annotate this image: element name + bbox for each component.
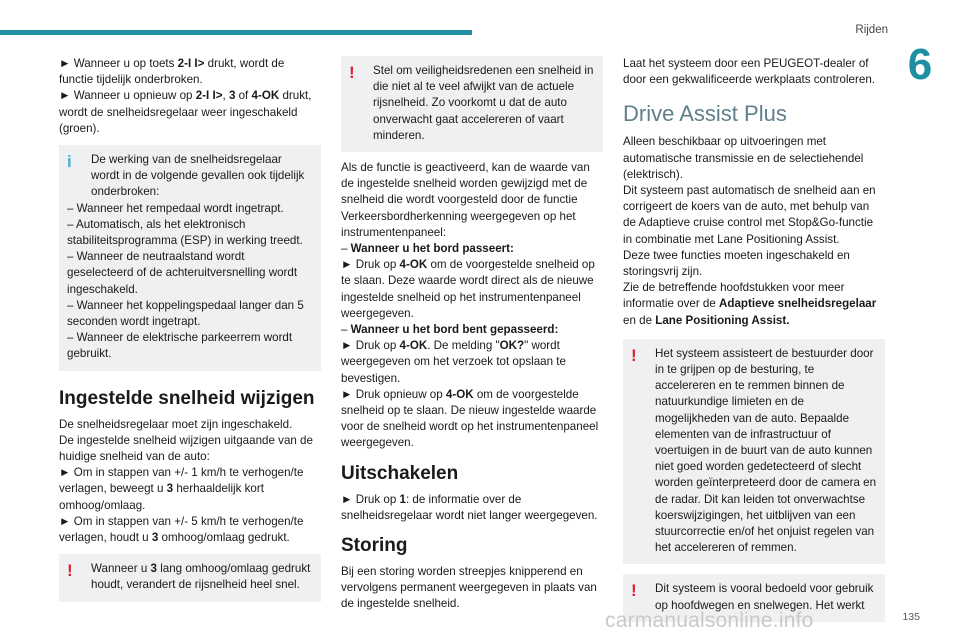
text-run: ► Wanneer u opnieuw op — [59, 89, 196, 103]
section-heading: Ingestelde snelheid wijzigen — [59, 387, 315, 409]
text-run: ► Druk op — [341, 492, 400, 506]
paragraph: De ingestelde snelheid wijzigen uitgaande van de huidige snelheid van de auto: — [59, 433, 313, 464]
paragraph — [59, 465, 321, 514]
text-run: Wanneer u — [91, 562, 151, 576]
list-item: – Automatisch, als het elektronisch stabiliteitsprogramma (ESP) in werking treedt. — [67, 217, 303, 248]
bold-term: 3 — [228, 89, 236, 103]
paragraph — [59, 56, 321, 88]
text-run: ► Wanneer u op toets — [59, 57, 178, 70]
paragraph — [59, 514, 321, 546]
paragraph: Deze twee functies moeten ingeschakeld en storingsvrij zijn. — [623, 248, 850, 279]
bold-term: 2-I I> — [177, 57, 205, 70]
paragraph: Alleen beschikbaar op uitvoeringen met automatische transmissie en de selectiehendel (elektrisch). — [623, 135, 864, 181]
list-item: – Wanneer de elektrische parkeerrem wordt gebruikt. — [67, 331, 293, 361]
info-lead: De werking van de snelheidsregelaar wordt in de volgende gevallen ook tijdelijk onderbroken: — [91, 153, 305, 199]
section-title: Rijden — [855, 24, 888, 36]
bold-term: Lane Positioning Assist. — [655, 313, 790, 327]
warning-box — [623, 339, 885, 565]
warning-box — [59, 554, 321, 601]
column-middle — [341, 56, 603, 613]
paragraph — [341, 492, 603, 524]
bold-term: 3 — [150, 562, 157, 576]
text-run: drukt, wordt de functie tijdelijk onderbroken. — [59, 57, 285, 87]
text-run: om de voorgestelde snelheid op te slaan. Deze waarde wordt direct als de nieuwe ingestelde snelheid op het instrumentenpaneel weergegeven. — [341, 258, 595, 320]
bold-term: OK? — [499, 339, 525, 353]
paragraph — [341, 322, 603, 338]
paragraph — [341, 241, 603, 257]
page-number: 135 — [902, 611, 920, 623]
bold-term: 3 — [166, 482, 174, 496]
chapter-section-title: Drive Assist Plus — [623, 101, 787, 127]
paragraph: Dit systeem past automatisch de snelheid aan en corrigeert de koers van de auto, met behulp van de Adaptieve cruise control met Stop&Go-functie in combinatie met Lane Positioning Assist. — [623, 184, 876, 246]
text-run: Zie de betreffende hoofdstukken voor meer informatie over de — [623, 281, 845, 311]
text-run: herhaaldelijk kort omhoog/omlaag. — [59, 482, 264, 512]
warning-text — [67, 561, 313, 593]
chapter-number: 6 — [907, 40, 933, 89]
text-run: of — [235, 89, 252, 103]
column-left — [59, 56, 321, 602]
watermark: carmanualsonline.info — [605, 609, 814, 632]
paragraph — [341, 387, 603, 452]
text-run: omhoog/omlaag gedrukt. — [158, 531, 290, 545]
paragraph — [341, 257, 603, 322]
section-heading: Storing — [341, 535, 408, 557]
warning-text: Het systeem assisteert de bestuurder door in te grijpen op de besturing, te accelereren en te remmen binnen de natuurkundige limieten en de mogelijkheden van de auto. Bepaalde elementen van de infrastructuur of voertuigen in de buurt van de auto kunnen niet goed worden gedetecteerd of slecht worden geïnterpreteerd door de camera en de radar. Dit kan leiden tot onverwachtse koerswijzigingen, het uitblijven van een stuurcorrectie en/of het onjuist regelen van het accelereren of remmen. — [655, 346, 877, 555]
text-run: ► Druk opnieuw op — [341, 387, 446, 401]
list-item: – Wanneer de neutraalstand wordt geselecteerd of de achteruitversnelling wordt ingeschakeld. — [67, 250, 298, 296]
text-run: drukt, wordt de snelheidsregelaar weer ingeschakeld (groen). — [59, 89, 312, 135]
paragraph — [623, 280, 885, 329]
text-run: – — [341, 323, 351, 337]
text-run: ► Druk op — [341, 339, 400, 353]
bold-term: 1 — [399, 492, 406, 506]
text-run: ► Druk op — [341, 258, 400, 272]
bold-term: 4-OK — [399, 339, 428, 353]
text-run: – — [341, 242, 351, 256]
warning-icon: ! — [349, 63, 355, 82]
text-run: . De melding " — [427, 339, 500, 353]
info-icon: i — [67, 152, 72, 172]
text-run: ► Om in stappen van +/- 5 km/h te verhogen/te verlagen, houdt u — [59, 514, 304, 545]
info-box — [59, 145, 321, 371]
paragraph — [59, 88, 321, 137]
warning-text: Stel om veiligheidsredenen een snelheid in die niet al te veel afwijkt van de actuele rijsnelheid. Zo voorkomt u dat de auto onverwacht gaat accelereren of vaart minderen. — [373, 64, 594, 142]
bold-term: 3 — [151, 531, 159, 545]
bold-term: 2-I I> — [195, 89, 223, 103]
text-run: ► Om in stappen van +/- 1 km/h te verhogen/te verlagen, beweegt u — [59, 466, 304, 496]
list-item: – Wanneer het koppelingspedaal langer dan 5 seconden wordt ingetrapt. — [67, 298, 304, 329]
warning-icon: ! — [67, 561, 73, 581]
warning-icon: ! — [631, 345, 637, 365]
paragraph: Laat het systeem door een PEUGEOT-dealer of door een gekwalificeerde werkplaats controleren. — [623, 57, 875, 87]
paragraph: Als de functie is geactiveerd, kan de waarde van de ingestelde snelheid worden gewijzigd met de snelheid die wordt voorgesteld door de functie Verkeersbordherkenning weergegeven op het instrumentenpaneel: — [341, 161, 590, 239]
list-item: – Wanneer het rempedaal wordt ingetrapt. — [67, 201, 284, 215]
section-heading: Uitschakelen — [341, 462, 459, 484]
paragraph: Bij een storing worden streepjes knipperend en vervolgens permanent weergegeven in plaats van de ingestelde snelheid. — [341, 565, 597, 611]
warning-text: Dit systeem is vooral bedoeld voor gebruik op hoofdwegen en snelwegen. Het werkt — [655, 582, 874, 612]
text-run: , — [222, 89, 229, 103]
header-accent-bar — [0, 30, 472, 35]
bold-term: Wanneer u het bord passeert: — [350, 242, 514, 256]
column-right — [623, 56, 885, 622]
text-run: : de informatie over de snelheidsregelaar wordt niet langer weergegeven. — [341, 492, 598, 522]
bold-term: 4-OK — [251, 89, 280, 103]
text-run: en de — [623, 313, 656, 327]
bold-term: 4-OK — [445, 387, 474, 401]
bold-term: Wanneer u het bord bent gepasseerd: — [350, 323, 559, 337]
text-run: " wordt weergegeven om het verzoek tot opslaan te bevestigen. — [341, 339, 566, 385]
bold-term: 4-OK — [399, 258, 428, 272]
text-run: lang omhoog/omlaag gedrukt houdt, verandert de rijsnelheid heel snel. — [91, 562, 311, 592]
warning-box — [341, 56, 603, 152]
paragraph — [341, 338, 603, 387]
text-run: om de voorgestelde snelheid op te slaan. De nieuw ingestelde waarde voor de snelheid wordt op het instrumentenpaneel weergegeven. — [341, 387, 599, 450]
paragraph: De snelheidsregelaar moet zijn ingeschakeld. — [59, 417, 293, 431]
bold-term: Adaptieve snelheidsregelaar — [719, 297, 877, 311]
warning-icon: ! — [631, 581, 637, 601]
